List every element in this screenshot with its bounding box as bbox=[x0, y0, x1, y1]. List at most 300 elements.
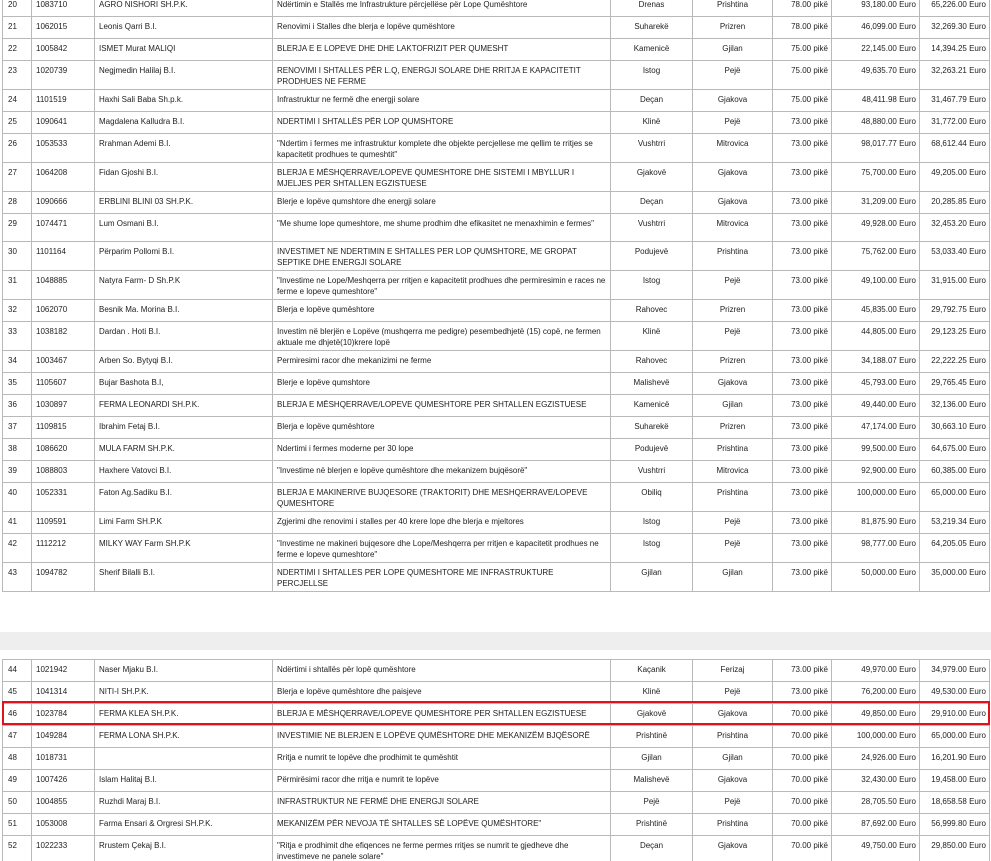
cell-applicant-name: Faton Ag.Sadiku B.I. bbox=[95, 483, 273, 512]
cell-row-number: 48 bbox=[3, 748, 32, 770]
cell-municipality: Klinë bbox=[611, 322, 693, 351]
cell-points: 73.00 pikë bbox=[773, 300, 832, 322]
cell-applicant-name: ERBLINI BLINI 03 SH.P.K. bbox=[95, 192, 273, 214]
cell-project-description: Blerje e lopëve qumshtore dhe energji solare bbox=[273, 192, 611, 214]
cell-total-value: 44,805.00 Euro bbox=[832, 322, 920, 351]
cell-grant-value: 32,269.30 Euro bbox=[920, 17, 990, 39]
cell-total-value: 50,000.00 Euro bbox=[832, 563, 920, 592]
cell-applicant-name: Ruzhdi Maraj B.I. bbox=[95, 792, 273, 814]
cell-project-description: "Ritja e prodhimit dhe efiqences ne ferme permes rritjes se numrit te gjedheve dhe investimeve ne panele solare" bbox=[273, 836, 611, 861]
cell-municipality: Vushtrri bbox=[611, 214, 693, 242]
cell-region: Pejë bbox=[693, 682, 773, 704]
cell-applicant-id: 1021942 bbox=[32, 660, 95, 682]
cell-row-number: 22 bbox=[3, 39, 32, 61]
cell-grant-value: 29,850.00 Euro bbox=[920, 836, 990, 861]
cell-total-value: 87,692.00 Euro bbox=[832, 814, 920, 836]
table-row bbox=[3, 271, 990, 300]
cell-row-number: 41 bbox=[3, 512, 32, 534]
cell-grant-value: 49,205.00 Euro bbox=[920, 163, 990, 192]
cell-points: 73.00 pikë bbox=[773, 134, 832, 163]
cell-project-description: MEKANIZËM PËR NEVOJA TË SHTALLES SË LOPËVE QUMËSHTORE" bbox=[273, 814, 611, 836]
cell-points: 73.00 pikë bbox=[773, 395, 832, 417]
cell-points: 73.00 pikë bbox=[773, 483, 832, 512]
cell-applicant-name: Rrustem Çekaj B.I. bbox=[95, 836, 273, 861]
cell-applicant-name: Limi Farm SH.P.K bbox=[95, 512, 273, 534]
table-row bbox=[3, 373, 990, 395]
cell-total-value: 75,700.00 Euro bbox=[832, 163, 920, 192]
cell-applicant-id: 1023784 bbox=[32, 704, 95, 726]
cell-grant-value: 16,201.90 Euro bbox=[920, 748, 990, 770]
cell-region: Prishtina bbox=[693, 0, 773, 17]
table-row bbox=[3, 439, 990, 461]
cell-points: 78.00 pikë bbox=[773, 17, 832, 39]
cell-points: 70.00 pikë bbox=[773, 770, 832, 792]
cell-applicant-name: NITI-I SH.P.K. bbox=[95, 682, 273, 704]
cell-project-description: Ndertimi i fermes moderne per 30 lope bbox=[273, 439, 611, 461]
cell-grant-value: 32,453.20 Euro bbox=[920, 214, 990, 242]
cell-total-value: 48,411.98 Euro bbox=[832, 90, 920, 112]
cell-project-description: "Ndertim i fermes me infrastruktur komplete dhe objekte percjellese me qellim te rritjes se kapacitetit prodhues te qumeshtit" bbox=[273, 134, 611, 163]
cell-applicant-name: AGRO NISHORI SH.P.K. bbox=[95, 0, 273, 17]
cell-applicant-name: Haxhere Vatovci B.I. bbox=[95, 461, 273, 483]
cell-points: 73.00 pikë bbox=[773, 351, 832, 373]
cell-applicant-name: MILKY WAY Farm SH.P.K bbox=[95, 534, 273, 563]
cell-applicant-id: 1094782 bbox=[32, 563, 95, 592]
cell-applicant-id: 1007426 bbox=[32, 770, 95, 792]
cell-project-description: Investim në blerjën e Lopëve (mushqerra me pedigre) pesembedhjetë (15) copë, ne fermen aktuale me dhjetë(10)krere lopë bbox=[273, 322, 611, 351]
cell-points: 73.00 pikë bbox=[773, 373, 832, 395]
cell-row-number: 35 bbox=[3, 373, 32, 395]
cell-points: 75.00 pikë bbox=[773, 39, 832, 61]
table-row bbox=[3, 417, 990, 439]
table-row bbox=[3, 660, 990, 682]
cell-applicant-id: 1062070 bbox=[32, 300, 95, 322]
cell-points: 73.00 pikë bbox=[773, 660, 832, 682]
cell-grant-value: 30,663.10 Euro bbox=[920, 417, 990, 439]
cell-applicant-id: 1074471 bbox=[32, 214, 95, 242]
cell-grant-value: 29,765.45 Euro bbox=[920, 373, 990, 395]
cell-municipality: Vushtrri bbox=[611, 134, 693, 163]
cell-municipality: Suharekë bbox=[611, 17, 693, 39]
cell-points: 73.00 pikë bbox=[773, 163, 832, 192]
cell-total-value: 49,928.00 Euro bbox=[832, 214, 920, 242]
cell-grant-value: 20,285.85 Euro bbox=[920, 192, 990, 214]
cell-row-number: 51 bbox=[3, 814, 32, 836]
cell-applicant-id: 1049284 bbox=[32, 726, 95, 748]
cell-total-value: 49,635.70 Euro bbox=[832, 61, 920, 90]
table-row bbox=[3, 836, 990, 861]
cell-points: 73.00 pikë bbox=[773, 242, 832, 271]
table-row bbox=[3, 512, 990, 534]
cell-project-description: Rritja e numrit te lopëve dhe prodhimit te qumështit bbox=[273, 748, 611, 770]
cell-total-value: 47,174.00 Euro bbox=[832, 417, 920, 439]
cell-applicant-id: 1038182 bbox=[32, 322, 95, 351]
table-row bbox=[3, 814, 990, 836]
cell-total-value: 45,835.00 Euro bbox=[832, 300, 920, 322]
cell-grant-value: 22,222.25 Euro bbox=[920, 351, 990, 373]
cell-points: 70.00 pikë bbox=[773, 726, 832, 748]
cell-points: 70.00 pikë bbox=[773, 748, 832, 770]
cell-municipality: Podujevë bbox=[611, 439, 693, 461]
cell-applicant-name: Natyra Farm- D Sh.P.K bbox=[95, 271, 273, 300]
cell-row-number: 43 bbox=[3, 563, 32, 592]
table-row bbox=[3, 242, 990, 271]
cell-row-number: 23 bbox=[3, 61, 32, 90]
cell-project-description: Përmirësimi racor dhe rritja e numrit te lopëve bbox=[273, 770, 611, 792]
cell-municipality: Drenas bbox=[611, 0, 693, 17]
cell-row-number: 24 bbox=[3, 90, 32, 112]
cell-grant-value: 53,033.40 Euro bbox=[920, 242, 990, 271]
cell-region: Gjakova bbox=[693, 373, 773, 395]
table-row bbox=[3, 17, 990, 39]
cell-grant-value: 32,136.00 Euro bbox=[920, 395, 990, 417]
cell-grant-value: 31,915.00 Euro bbox=[920, 271, 990, 300]
cell-grant-value: 32,263.21 Euro bbox=[920, 61, 990, 90]
cell-municipality: Istog bbox=[611, 61, 693, 90]
cell-applicant-name: Arben So. Bytyqi B.I. bbox=[95, 351, 273, 373]
cell-municipality: Rahovec bbox=[611, 351, 693, 373]
cell-project-description: INFRASTRUKTUR NE FERMË DHE ENERGJI SOLARE bbox=[273, 792, 611, 814]
cell-grant-value: 31,772.00 Euro bbox=[920, 112, 990, 134]
cell-grant-value: 18,658.58 Euro bbox=[920, 792, 990, 814]
cell-project-description: Blerja e lopëve qumështore bbox=[273, 417, 611, 439]
cell-grant-value: 31,467.79 Euro bbox=[920, 90, 990, 112]
cell-municipality: Deçan bbox=[611, 90, 693, 112]
cell-municipality: Istog bbox=[611, 534, 693, 563]
page-break-gap bbox=[0, 632, 991, 650]
cell-applicant-id: 1052331 bbox=[32, 483, 95, 512]
cell-project-description: "Investime në blerjen e lopëve qumështore dhe mekanizem bujqësorë" bbox=[273, 461, 611, 483]
cell-applicant-name: Përparim Pollomi B.I. bbox=[95, 242, 273, 271]
cell-applicant-id: 1105607 bbox=[32, 373, 95, 395]
cell-grant-value: 65,000.00 Euro bbox=[920, 483, 990, 512]
cell-points: 73.00 pikë bbox=[773, 534, 832, 563]
cell-applicant-name: ISMET Murat MALIQI bbox=[95, 39, 273, 61]
cell-region: Gjilan bbox=[693, 748, 773, 770]
cell-region: Prizren bbox=[693, 17, 773, 39]
cell-applicant-name: Naser Mjaku B.I. bbox=[95, 660, 273, 682]
cell-points: 70.00 pikë bbox=[773, 836, 832, 861]
table-row bbox=[3, 39, 990, 61]
cell-municipality: Prishtinë bbox=[611, 726, 693, 748]
cell-points: 70.00 pikë bbox=[773, 704, 832, 726]
cell-applicant-id: 1090666 bbox=[32, 192, 95, 214]
cell-region: Gjakova bbox=[693, 836, 773, 861]
cell-row-number: 28 bbox=[3, 192, 32, 214]
cell-project-description: Zgjerimi dhe renovimi i stalles per 40 krere lope dhe blerja e mjeltores bbox=[273, 512, 611, 534]
cell-applicant-name: Bujar Bashota B.I, bbox=[95, 373, 273, 395]
cell-grant-value: 64,205.05 Euro bbox=[920, 534, 990, 563]
cell-project-description: Permiresimi racor dhe mekanizimi ne ferme bbox=[273, 351, 611, 373]
cell-total-value: 76,200.00 Euro bbox=[832, 682, 920, 704]
cell-applicant-id: 1088803 bbox=[32, 461, 95, 483]
cell-applicant-name: Fidan Gjoshi B.I. bbox=[95, 163, 273, 192]
cell-total-value: 100,000.00 Euro bbox=[832, 726, 920, 748]
cell-grant-value: 19,458.00 Euro bbox=[920, 770, 990, 792]
cell-applicant-name: MULA FARM SH.P.K. bbox=[95, 439, 273, 461]
table-row bbox=[3, 351, 990, 373]
cell-points: 73.00 pikë bbox=[773, 271, 832, 300]
table-row bbox=[3, 163, 990, 192]
cell-applicant-id: 1030897 bbox=[32, 395, 95, 417]
cell-applicant-id: 1053533 bbox=[32, 134, 95, 163]
cell-points: 73.00 pikë bbox=[773, 112, 832, 134]
cell-total-value: 48,880.00 Euro bbox=[832, 112, 920, 134]
cell-applicant-name: Ibrahim Fetaj B.I. bbox=[95, 417, 273, 439]
cell-municipality: Deçan bbox=[611, 836, 693, 861]
cell-region: Gjakova bbox=[693, 192, 773, 214]
cell-region: Prishtina bbox=[693, 726, 773, 748]
cell-project-description: "Investime ne makineri bujqesore dhe Lope/Meshqerra per rritjen e kapacitetit prodhues ne ferme e lopeve qumeshtore" bbox=[273, 534, 611, 563]
cell-region: Prishtina bbox=[693, 242, 773, 271]
cell-project-description: Blerje e lopëve qumshtore bbox=[273, 373, 611, 395]
cell-row-number: 38 bbox=[3, 439, 32, 461]
cell-total-value: 28,705.50 Euro bbox=[832, 792, 920, 814]
cell-points: 78.00 pikë bbox=[773, 0, 832, 17]
cell-row-number: 20 bbox=[3, 0, 32, 17]
cell-applicant-name: FERMA KLEA SH.P.K. bbox=[95, 704, 273, 726]
cell-region: Gjakova bbox=[693, 704, 773, 726]
cell-municipality: Istog bbox=[611, 512, 693, 534]
cell-project-description: "Me shume lope qumeshtore, me shume prodhim dhe efikasitet ne menaxhimin e fermes" bbox=[273, 214, 611, 242]
cell-project-description: BLERJA E MAKINERIVE BUJQESORE (TRAKTORIT) DHE MESHQERRAVE/LOPEVE QUMESHTORE bbox=[273, 483, 611, 512]
table-row bbox=[3, 300, 990, 322]
cell-grant-value: 65,226.00 Euro bbox=[920, 0, 990, 17]
table-row bbox=[3, 770, 990, 792]
cell-row-number: 34 bbox=[3, 351, 32, 373]
cell-region: Pejë bbox=[693, 112, 773, 134]
cell-row-number: 33 bbox=[3, 322, 32, 351]
cell-region: Pejë bbox=[693, 534, 773, 563]
cell-points: 75.00 pikë bbox=[773, 90, 832, 112]
cell-grant-value: 64,675.00 Euro bbox=[920, 439, 990, 461]
cell-region: Gjakova bbox=[693, 163, 773, 192]
cell-region: Mitrovica bbox=[693, 461, 773, 483]
cell-grant-value: 49,530.00 Euro bbox=[920, 682, 990, 704]
cell-applicant-name: Besnik Ma. Morina B.I. bbox=[95, 300, 273, 322]
cell-applicant-id: 1101164 bbox=[32, 242, 95, 271]
cell-region: Gjakova bbox=[693, 770, 773, 792]
cell-project-description: Renovimi i Stalles dhe blerja e lopëve qumështore bbox=[273, 17, 611, 39]
cell-municipality: Vushtrri bbox=[611, 461, 693, 483]
table-row bbox=[3, 748, 990, 770]
cell-row-number: 49 bbox=[3, 770, 32, 792]
cell-applicant-id: 1048885 bbox=[32, 271, 95, 300]
cell-applicant-id: 1004855 bbox=[32, 792, 95, 814]
cell-points: 73.00 pikë bbox=[773, 322, 832, 351]
cell-total-value: 49,750.00 Euro bbox=[832, 836, 920, 861]
cell-project-description: Blerja e lopëve qumështore dhe paisjeve bbox=[273, 682, 611, 704]
cell-municipality: Suharekë bbox=[611, 417, 693, 439]
cell-grant-value: 29,123.25 Euro bbox=[920, 322, 990, 351]
cell-region: Pejë bbox=[693, 512, 773, 534]
cell-points: 73.00 pikë bbox=[773, 439, 832, 461]
cell-municipality: Malishevë bbox=[611, 770, 693, 792]
cell-applicant-id: 1112212 bbox=[32, 534, 95, 563]
cell-points: 75.00 pikë bbox=[773, 61, 832, 90]
table-row bbox=[3, 322, 990, 351]
table-row bbox=[3, 563, 990, 592]
cell-applicant-id: 1101519 bbox=[32, 90, 95, 112]
table-row bbox=[3, 682, 990, 704]
cell-row-number: 27 bbox=[3, 163, 32, 192]
cell-region: Pejë bbox=[693, 61, 773, 90]
cell-project-description: BLERJA E E LOPEVE DHE DHE LAKTOFRIZIT PER QUMESHT bbox=[273, 39, 611, 61]
cell-applicant-id: 1109815 bbox=[32, 417, 95, 439]
cell-municipality: Malishevë bbox=[611, 373, 693, 395]
cell-applicant-name: Negjmedin Halilaj B.I. bbox=[95, 61, 273, 90]
cell-total-value: 49,970.00 Euro bbox=[832, 660, 920, 682]
cell-region: Prizren bbox=[693, 300, 773, 322]
cell-row-number: 30 bbox=[3, 242, 32, 271]
cell-total-value: 49,850.00 Euro bbox=[832, 704, 920, 726]
cell-row-number: 32 bbox=[3, 300, 32, 322]
cell-municipality: Klinë bbox=[611, 112, 693, 134]
cell-region: Prishtina bbox=[693, 483, 773, 512]
cell-region: Ferizaj bbox=[693, 660, 773, 682]
cell-row-number: 36 bbox=[3, 395, 32, 417]
cell-row-number: 46 bbox=[3, 704, 32, 726]
cell-municipality: Gjakovë bbox=[611, 704, 693, 726]
cell-applicant-id: 1062015 bbox=[32, 17, 95, 39]
table-row bbox=[3, 61, 990, 90]
cell-total-value: 98,777.00 Euro bbox=[832, 534, 920, 563]
cell-total-value: 31,209.00 Euro bbox=[832, 192, 920, 214]
cell-project-description: "Investime ne Lope/Meshqerra per rritjen e kapacitetit prodhues dhe permiresimin e races ne ferme e lopeve qumeshtore" bbox=[273, 271, 611, 300]
cell-region: Prizren bbox=[693, 351, 773, 373]
table-top-body bbox=[3, 0, 990, 592]
cell-row-number: 52 bbox=[3, 836, 32, 861]
cell-points: 70.00 pikë bbox=[773, 814, 832, 836]
cell-region: Gjakova bbox=[693, 90, 773, 112]
cell-grant-value: 34,979.00 Euro bbox=[920, 660, 990, 682]
cell-total-value: 34,188.07 Euro bbox=[832, 351, 920, 373]
cell-grant-value: 68,612.44 Euro bbox=[920, 134, 990, 163]
cell-municipality: Podujevë bbox=[611, 242, 693, 271]
cell-region: Mitrovica bbox=[693, 214, 773, 242]
applicants-table-bottom bbox=[2, 659, 990, 861]
cell-project-description: BLERJA E MËSHQERRAVE/LOPEVE QUMESHTORE PER SHTALLEN EGZISTUESE bbox=[273, 395, 611, 417]
cell-total-value: 75,762.00 Euro bbox=[832, 242, 920, 271]
cell-total-value: 100,000.00 Euro bbox=[832, 483, 920, 512]
cell-points: 73.00 pikë bbox=[773, 682, 832, 704]
cell-grant-value: 56,999.80 Euro bbox=[920, 814, 990, 836]
cell-municipality: Kaçanik bbox=[611, 660, 693, 682]
cell-points: 70.00 pikë bbox=[773, 792, 832, 814]
cell-applicant-name: Leonis Qarri B.I. bbox=[95, 17, 273, 39]
cell-applicant-name: Farma Ensari & Orgresi SH.P.K. bbox=[95, 814, 273, 836]
cell-applicant-name: FERMA LONA SH.P.K. bbox=[95, 726, 273, 748]
cell-total-value: 99,500.00 Euro bbox=[832, 439, 920, 461]
cell-region: Pejë bbox=[693, 322, 773, 351]
cell-region: Pejë bbox=[693, 271, 773, 300]
cell-points: 73.00 pikë bbox=[773, 192, 832, 214]
cell-municipality: Pejë bbox=[611, 792, 693, 814]
cell-row-number: 40 bbox=[3, 483, 32, 512]
cell-municipality: Kamenicë bbox=[611, 395, 693, 417]
cell-grant-value: 35,000.00 Euro bbox=[920, 563, 990, 592]
cell-applicant-name: Sherif Bilalli B.I. bbox=[95, 563, 273, 592]
table-row-highlighted bbox=[3, 704, 990, 726]
cell-project-description: Ndërtimin e Stallës me Infrastrukture përcjellëse për Lope Qumështore bbox=[273, 0, 611, 17]
cell-total-value: 93,180.00 Euro bbox=[832, 0, 920, 17]
cell-row-number: 21 bbox=[3, 17, 32, 39]
cell-municipality: Gjilan bbox=[611, 563, 693, 592]
cell-applicant-id: 1086620 bbox=[32, 439, 95, 461]
cell-applicant-id: 1090641 bbox=[32, 112, 95, 134]
cell-municipality: Gjilan bbox=[611, 748, 693, 770]
cell-municipality: Deçan bbox=[611, 192, 693, 214]
cell-points: 73.00 pikë bbox=[773, 214, 832, 242]
cell-region: Gjilan bbox=[693, 395, 773, 417]
table-row bbox=[3, 134, 990, 163]
cell-municipality: Istog bbox=[611, 271, 693, 300]
cell-total-value: 49,100.00 Euro bbox=[832, 271, 920, 300]
cell-region: Gjilan bbox=[693, 39, 773, 61]
cell-points: 73.00 pikë bbox=[773, 512, 832, 534]
cell-applicant-id: 1053008 bbox=[32, 814, 95, 836]
applicants-table-top bbox=[2, 0, 990, 592]
cell-grant-value: 29,792.75 Euro bbox=[920, 300, 990, 322]
cell-applicant-name: Lum Osmani B.I. bbox=[95, 214, 273, 242]
cell-grant-value: 14,394.25 Euro bbox=[920, 39, 990, 61]
cell-grant-value: 53,219.34 Euro bbox=[920, 512, 990, 534]
cell-row-number: 29 bbox=[3, 214, 32, 242]
table-row bbox=[3, 461, 990, 483]
cell-region: Prishtina bbox=[693, 439, 773, 461]
cell-project-description: INVESTIMIE NE BLERJEN E LOPËVE QUMËSHTORE DHE MEKANIZËM BJQËSORË bbox=[273, 726, 611, 748]
table-row bbox=[3, 534, 990, 563]
cell-region: Prishtina bbox=[693, 814, 773, 836]
cell-total-value: 32,430.00 Euro bbox=[832, 770, 920, 792]
cell-row-number: 39 bbox=[3, 461, 32, 483]
cell-project-description: NDERTIMI I SHTALLËS PËR LOP QUMSHTORE bbox=[273, 112, 611, 134]
cell-region: Gjilan bbox=[693, 563, 773, 592]
cell-applicant-id: 1064208 bbox=[32, 163, 95, 192]
cell-total-value: 24,926.00 Euro bbox=[832, 748, 920, 770]
cell-points: 73.00 pikë bbox=[773, 563, 832, 592]
cell-applicant-name bbox=[95, 748, 273, 770]
cell-applicant-name: Haxhi Sali Baba Sh.p.k. bbox=[95, 90, 273, 112]
cell-municipality: Kamenicë bbox=[611, 39, 693, 61]
cell-total-value: 49,440.00 Euro bbox=[832, 395, 920, 417]
cell-project-description: RENOVIMI I SHTALLES PËR L.Q, ENERGJI SOLARE DHE RRITJA E KAPACITETIT PRODHUES NE FERME bbox=[273, 61, 611, 90]
cell-applicant-id: 1022233 bbox=[32, 836, 95, 861]
cell-applicant-name: FERMA LEONARDI SH.P.K. bbox=[95, 395, 273, 417]
cell-project-description: Ndërtimi i shtallës për lopë qumështore bbox=[273, 660, 611, 682]
cell-total-value: 81,875.90 Euro bbox=[832, 512, 920, 534]
cell-row-number: 37 bbox=[3, 417, 32, 439]
table-row bbox=[3, 214, 990, 242]
cell-applicant-name: Islam Halitaj B.I. bbox=[95, 770, 273, 792]
cell-row-number: 50 bbox=[3, 792, 32, 814]
cell-applicant-id: 1018731 bbox=[32, 748, 95, 770]
table-row bbox=[3, 395, 990, 417]
cell-municipality: Gjakovë bbox=[611, 163, 693, 192]
cell-applicant-name: Rrahman Ademi B.I. bbox=[95, 134, 273, 163]
table-row bbox=[3, 90, 990, 112]
cell-region: Pejë bbox=[693, 792, 773, 814]
cell-municipality: Rahovec bbox=[611, 300, 693, 322]
table-row bbox=[3, 792, 990, 814]
cell-project-description: Blerja e lopëve qumështore bbox=[273, 300, 611, 322]
cell-project-description: INVESTIMET NE NDERTIMIN E SHTALLES PER LOP QUMSHTORE, ME GROPAT SEPTIKE DHE ENERGJI SOLARE bbox=[273, 242, 611, 271]
cell-applicant-id: 1083710 bbox=[32, 0, 95, 17]
table-row bbox=[3, 112, 990, 134]
cell-applicant-id: 1005842 bbox=[32, 39, 95, 61]
cell-grant-value: 65,000.00 Euro bbox=[920, 726, 990, 748]
cell-points: 73.00 pikë bbox=[773, 417, 832, 439]
